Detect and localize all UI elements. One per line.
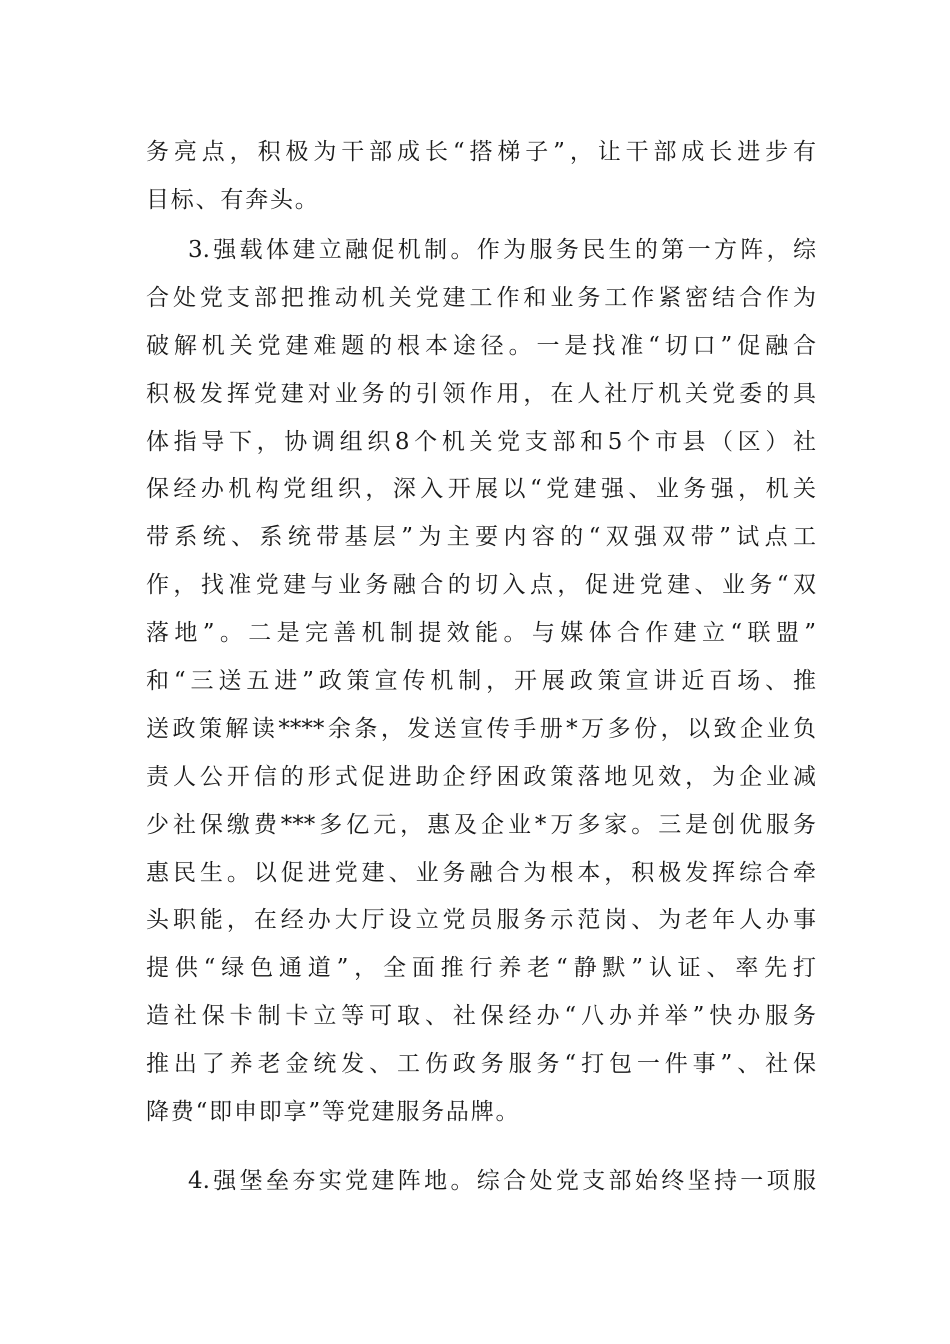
paragraph-line: 少社保缴费***多亿元，惠及企业*万多家。三是创优服务 bbox=[146, 811, 816, 838]
paragraph-heading-line: 4.强堡垒夯实党建阵地。综合处党支部始终坚持一项服 bbox=[188, 1168, 816, 1194]
paragraph-line: 合处党支部把推动机关党建工作和业务工作紧密结合作为 bbox=[146, 284, 816, 311]
paragraph-line: 务亮点，积极为干部成长“搭梯子”，让干部成长进步有 bbox=[146, 139, 816, 165]
paragraph-line: 推出了养老金统发、工伤政务服务“打包一件事”、社保 bbox=[146, 1051, 816, 1078]
paragraph-line: 降费“即申即享”等党建服务品牌。 bbox=[146, 1099, 521, 1126]
paragraph-line: 提供“绿色通道”，全面推行养老“静默”认证、率先打 bbox=[146, 955, 816, 982]
paragraph-section-3 bbox=[146, 227, 816, 1137]
paragraph-continuation bbox=[146, 129, 816, 225]
paragraph-line: 造社保卡制卡立等可取、社保经办“八办并举”快办服务 bbox=[146, 1003, 816, 1030]
paragraph-section-4 bbox=[146, 1158, 816, 1206]
paragraph-line: 送政策解读****余条，发送宣传手册*万多份，以致企业负 bbox=[146, 715, 816, 742]
paragraph-heading-line: 3.强载体建立融促机制。作为服务民生的第一方阵，综 bbox=[188, 237, 816, 263]
paragraph-line: 责人公开信的形式促进助企纾困政策落地见效，为企业减 bbox=[146, 763, 816, 790]
paragraph-line: 体指导下，协调组织8个机关党支部和5个市县（区）社 bbox=[146, 428, 816, 455]
paragraph-line: 惠民生。以促进党建、业务融合为根本，积极发挥综合牵 bbox=[146, 859, 816, 886]
paragraph-line: 破解机关党建难题的根本途径。一是找准“切口”促融合 bbox=[146, 332, 816, 359]
paragraph-line: 作，找准党建与业务融合的切入点，促进党建、业务“双 bbox=[146, 572, 816, 599]
paragraph-line: 目标、有奔头。 bbox=[146, 186, 320, 213]
paragraph-line: 积极发挥党建对业务的引领作用，在人社厅机关党委的具 bbox=[146, 380, 816, 407]
paragraph-line: 带系统、系统带基层”为主要内容的“双强双带”试点工 bbox=[146, 524, 816, 551]
paragraph-line: 保经办机构党组织，深入开展以“党建强、业务强，机关 bbox=[146, 476, 816, 503]
paragraph-line: 落地”。二是完善机制提效能。与媒体合作建立“联盟” bbox=[146, 620, 816, 647]
paragraph-line: 和“三送五进”政策宣传机制，开展政策宣讲近百场、推 bbox=[146, 668, 816, 695]
paragraph-line: 头职能，在经办大厅设立党员服务示范岗、为老年人办事 bbox=[146, 907, 816, 934]
